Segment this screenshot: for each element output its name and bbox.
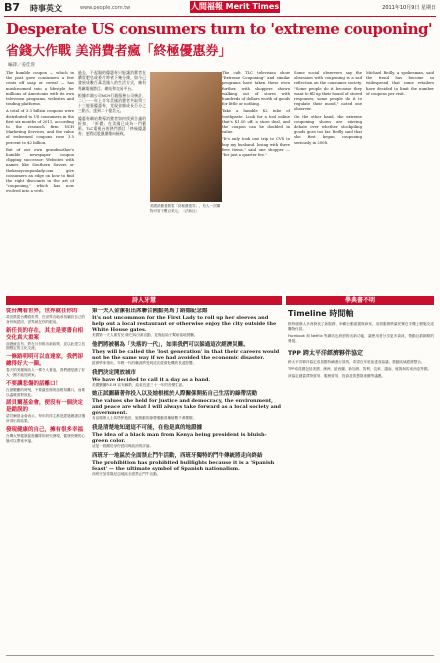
quote-title: 諾貝爾基金會，便沒有一個決定是錯誤的 [6,400,84,414]
news-title: 西班牙一地區於全面禁止鬥牛活動，西班牙獨特的鬥牛傳統將走向終結 [92,452,263,459]
news-item [92,453,282,477]
tpp-paragraph: TPP成員國包括美國、澳洲、紐西蘭、新加坡、智利、汶萊、越南、秘魯與馬來西亞等國。 [288,367,432,371]
timeline-paragraph: 推特創辦人多西發表了新服務，串聯行動裝置與商家。這項服務將讓民眾在手機上輕鬆完成購物付款。 [288,322,434,331]
news-item [92,425,282,449]
news-english: The idea of a black man from Kenya being president is bluish-green color. [92,432,267,445]
article-paragraph-zh: 過去，不起眼的優惠券只能讓消費者在購買肥皂或麥片時省下幾分錢，如今已發展成數百萬美國人的生活方式，擁有專屬電視節目、網站和交易平台。 [78,70,146,91]
article-paragraph: Take a humble $2 tube of toothpaste. Look for a tool online that's $1.50 off, a store deal, and the coupon can be doubled in value. [222,108,290,135]
quote-item [6,427,86,444]
quote-title: 不要讓悲傷的話離口！ [6,380,62,387]
article-paragraph-zh: 優惠券網站教導消費者如何找到合適的折扣，「折價」在美國已成為一門藝術。TLC電視台的熱門節目「終極優惠券」更將這股風潮推向極致。 [78,115,146,137]
news-title: 我是清楚地知道這不可能，在他是真的地證據 [92,425,203,432]
article-paragraph: The humble coupon — which in the past gave consumers a few cents off soap or cereal — has mushroomed into a lifestyle for millions of Americans with its own television programs, websites and trading platforms. [6,70,74,107]
article-paragraph: Some social observers say the obsession with couponing is a sad reflection on the consumer society. "Some people do it because they want to fill up their hoard of stored responses; some people do it to regulate their mood," noted one observer. [294,70,362,112]
quote-item [6,308,86,325]
quote-text: 諾貝爾基金會表示，每年的得主都是經過嚴謹評選所得出的結果。 [6,414,86,424]
tpp-paragraph: 跨太平洋夥伴協定成員國持續進行談判，希望在年底前達成協議，推動區域經濟整合。 [288,360,425,364]
quote-item [6,354,86,378]
article-paragraph: But of our own grandmother's humble newspaper coupon clipping successor: Websites with names like Southern Savers or thekrazycouponlady.com give consumers an edge on how to find the right discounts in the art of "couponing," which has now evolved into a verb. [6,146,74,194]
news-text: 肯亞環保人士馬塔伊逝世，她推動的綠帶運動曾種植數千萬棵樹。 [92,416,197,421]
page-number: B7 [4,1,21,14]
article-paragraph: Michael Reilly, a spokesman, said the trend has become so widespread that some retailers have decided to limit the number of coupons per visit. [366,70,434,96]
quote-item [6,381,86,398]
timeline-column [288,308,434,654]
photo-caption: 美國消費者熱衷「終極優惠券」，有人一次購物可省下數百美元。（法新社） [150,204,220,213]
masthead [0,0,440,16]
article-column-2 [78,70,146,290]
news-title: 她正試圖藉著你投入以及她根植於人際關係開拓自己生活的綠帶活動 [92,391,258,398]
quote-text: 前總統宣布，將在月份推出新政策，並以此建立長期穩定的文化交流。 [6,341,86,351]
article-column-1 [6,70,74,290]
byline: 編譯／姜佳蓉 [8,63,35,68]
quote-text: 黃崇凱從台灣看世界，在世界各地尋找屬於自己的身份與認同，世界就在你的眼前。 [6,315,86,324]
site-url[interactable]: www.people.com.tw [80,5,131,11]
article-photo [150,72,222,202]
news-title: 我們決定開放城市 [92,369,137,376]
quote-item [6,400,86,424]
article-paragraph: The cult TLC television show "Extreme Couponing" and similar programs have taken these even further, with shoppers shown walking out of stores with hundreds of dollars worth of goods for little or nothing. [222,70,290,107]
quote-item [6,328,86,352]
footer-rule [6,655,434,656]
news-item [92,370,282,388]
article-column-4 [222,70,290,290]
news-english: The values she held for justice and democracy, the environment, and peace are what I will always take forward as a local society and government. [92,398,281,417]
news-item [92,342,282,366]
article-column-6 [366,70,434,290]
article-column-5 [294,70,362,290]
headline-english: Desperate US consumers turn to 'extreme couponing' [6,20,433,38]
news-english: We have decided to call it a day as a band. [92,376,211,383]
news-text: 西班牙加泰隆尼亞地區全面禁止鬥牛活動。 [92,471,161,476]
headline-chinese: 省錢大作戰 美消費者瘋「終極優惠券」 [6,44,232,59]
issue-date: 2011年10月9日 星期日 [382,5,436,11]
section-name: 時事英文 [30,4,62,13]
news-title: 他們將被稱為「失落的一代」，如果我們可以躲過這次經濟災難。 [92,341,249,348]
news-english: It's not uncommon for the First Lady to roll up her sleeves and help out a local restaurant or otherwise enjoy the city outside the White House gates. [92,315,277,333]
article-paragraph-zh: 根據市調公司NCH行銷服務公司統計，二〇一一年上半年美國消費者共取得三十三億張優惠券，兌現金額成長百分之三點五，達到二十億美元。 [78,92,146,114]
quote-title: 從台灣看世界，世界就在你的 [6,308,78,314]
quote-text: 在最艱難的時刻，不要讓悲傷的話輕易離口，而要以溫暖面對彼此。 [6,387,86,397]
news-item [92,308,282,338]
article-paragraph: A total of 3.3 billion coupons were distributed to US consumers in the first six months of 2011, according to the research firm NCH Marketing Services, and the value of redeemed coupons rose 3.5 percent to $2 billion. [6,108,74,145]
quote-text: 春天的美麗像詩人一樣令人著迷，我們總是繞了好大一圈才能回到家。 [6,368,86,377]
newspaper-logo: 人間福報 Merit Times [190,2,280,11]
article-paragraph: On the other hand, the extreme couponing shows are stirring debate over whether stockpiling goods goes too far. Reilly said that she first began couponing seriously in 2008. [294,113,362,145]
news-english: They will be called the 'lost generation' in that their careers would not be the same way if we had avoided the economic disaster. [92,348,280,361]
masthead-divider [4,16,436,17]
news-text: 這是一段關於身份認同與政治的評論。 [92,444,154,449]
news-title: 第一夫人金潔祖出席聯合國點亮馬丁路德紀念館 [92,308,208,314]
news-item [92,391,282,421]
quote-text: 台灣大學健康促進團隊的研究發現，健康快樂的心態可以帶來幸福。 [6,433,86,443]
timeline-paragraph: Facebook 和 Netflix 等網站也紛紛推出新功能，讓使用者分享更多資訊，帶動社群網路的發展。 [288,334,434,343]
section-band-right: 學典書不明 [286,296,434,305]
article-paragraph: "It's only took one trip to CVS to buy my husband, losing with three free items," said one shopper — "for just a quarter fee." [222,136,290,158]
quote-title: 一條路明明可以直達家，我們卻總得好大一圈。 [6,354,84,368]
news-briefs [92,308,282,654]
tpp-title: TPP 跨太平洋經濟夥伴協定 [288,350,363,357]
news-text: 美國第一夫人蜜雪兒·歐巴馬出席活動，並挽起袖子幫助當地餐廳。 [92,333,198,337]
section-band-left: 詩人牙慧 [6,296,282,305]
news-english: The prohibition has prohibited bullfights because it is a 'Spanish feast' — the ultimate symbol of Spanish nationalism. [92,459,275,472]
timeline-title: Timeline 時間軸 [288,309,354,318]
quote-title: 新任長的存在，其主是要書自相交化真大重案 [6,327,84,341]
quote-column [6,308,86,654]
quote-title: 發現健康的自己，擁有很多幸福 [6,426,84,433]
news-text: 美國樂團R.E.M.宣布解散，結束長達三十一年的音樂生涯。 [92,382,186,387]
news-text: 經濟學家指出，年輕一代的職涯將受到這次經濟危機的長遠影響。 [92,360,197,365]
tpp-paragraph: 該協定涵蓋貨物貿易、服務貿易、投資及智慧財產權等議題。 [288,374,386,378]
